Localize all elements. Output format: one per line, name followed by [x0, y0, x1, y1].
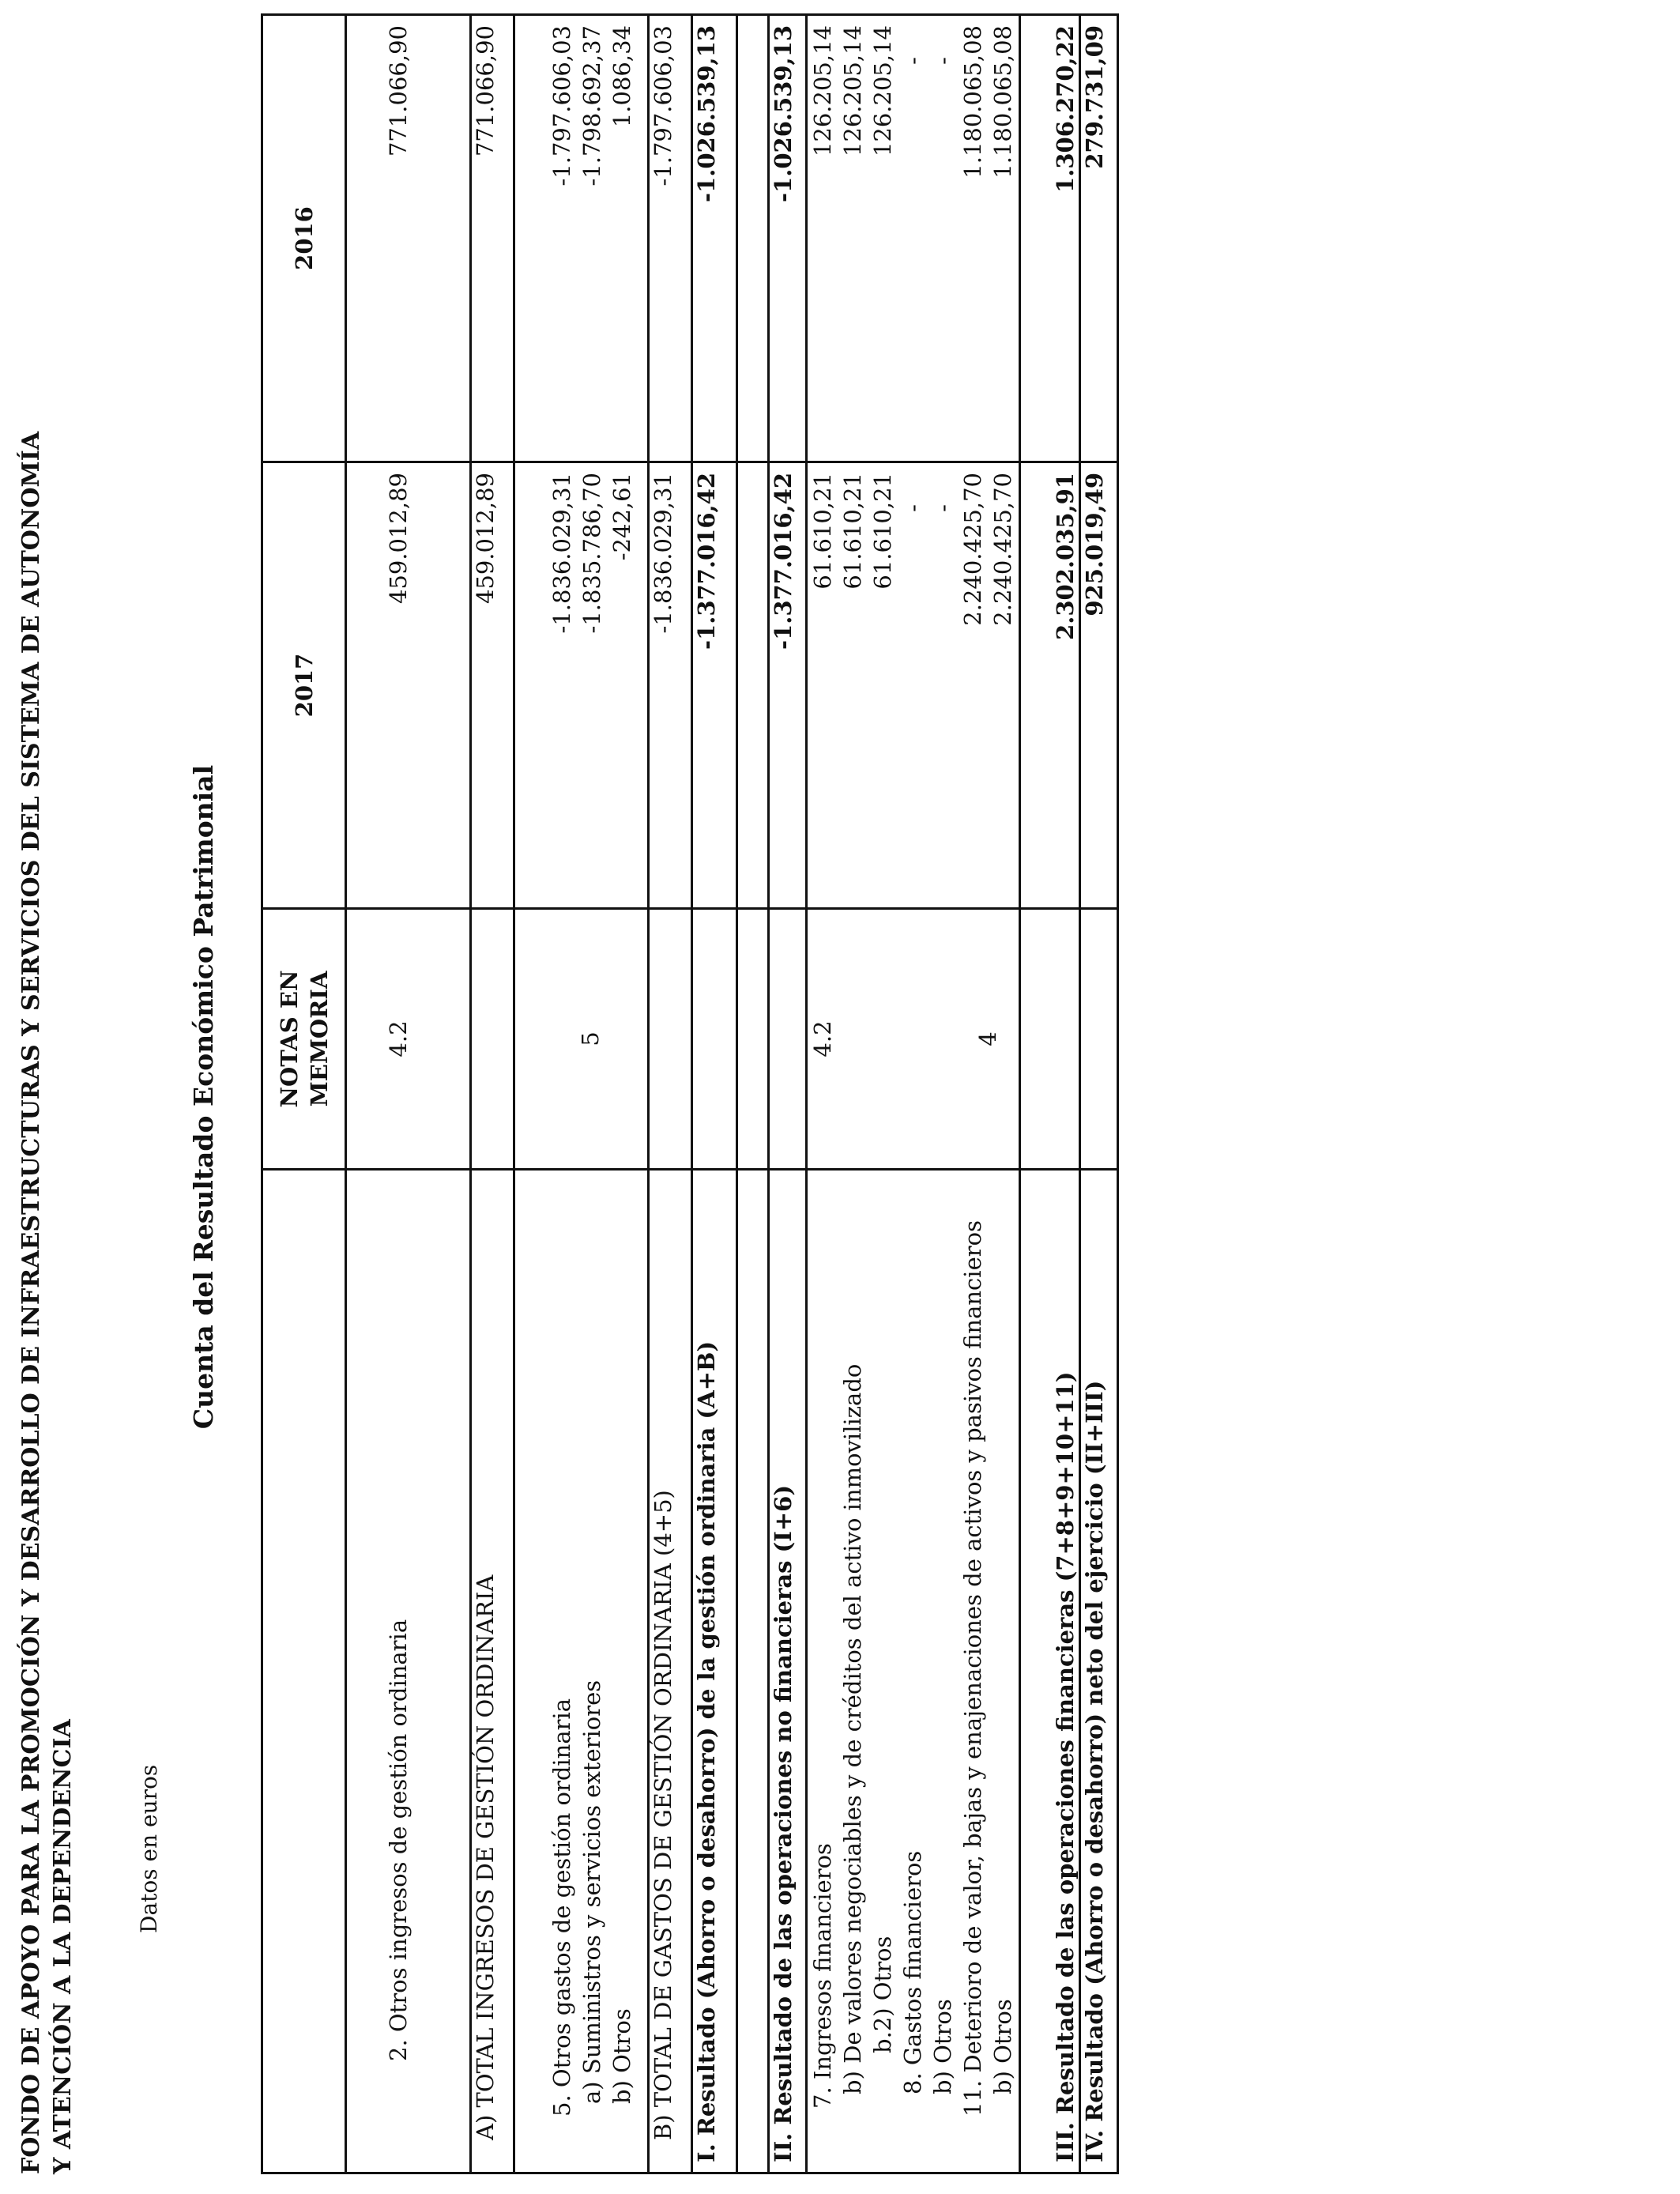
value-line: 1.180.065,08 — [989, 25, 1016, 179]
value-line: 61.610,21 — [839, 473, 866, 590]
concept-line: 5. Otros gastos de gestión ordinaria — [548, 1698, 575, 2117]
value-line: - — [899, 504, 926, 512]
concept-cell: A) TOTAL INGRESOS DE GESTIÓN ORDINARIA — [471, 1170, 514, 2173]
note-cell — [1020, 909, 1080, 1170]
concept-line: b) De valores negociables y de créditos del activo inmovilizado — [839, 1363, 866, 2094]
note-cell — [692, 909, 737, 1170]
concept-line: 7. Ingresos financieros — [809, 1843, 836, 2109]
value-2017-cell — [807, 462, 1020, 909]
note-line: 4.2 — [809, 1020, 836, 1057]
concept-cell — [514, 1170, 649, 2173]
value-2016-cell: 279.731,09 — [1080, 15, 1118, 462]
note-cell — [807, 909, 1020, 1170]
value-line: -1.835.786,70 — [578, 473, 605, 634]
entity-title-line2: Y ATENCIÓN A LA DEPENDENCIA — [49, 1719, 77, 2174]
value-2016-cell: 771.066,90 — [471, 15, 514, 462]
units-note: Datos en euros — [136, 1764, 162, 1933]
note-cell: 5 — [514, 909, 649, 1170]
header-notes-line1: NOTAS EN — [275, 970, 303, 1108]
header-notes-line2: MEMORIA — [305, 971, 333, 1107]
concept-line: 11. Deterioro de valor, bajas y enajenaciones de activos y pasivos financieros — [959, 1220, 986, 2117]
value-2017-cell: 2.302.035,91 — [1020, 462, 1080, 909]
value-line: 2.240.425,70 — [959, 473, 986, 626]
value-2016-cell: 1.306.270,22 — [1020, 15, 1080, 462]
value-line: -1.836.029,31 — [548, 473, 575, 634]
concept-line: 8. Gastos financieros — [899, 1850, 926, 2094]
value-2017-cell: -1.836.029,31 — [649, 462, 692, 909]
row-total-ordinary-income — [471, 15, 514, 2173]
value-2016-cell — [514, 15, 649, 462]
note-cell: 4.2 — [346, 909, 471, 1170]
note-cell — [1080, 909, 1118, 1170]
note-cell — [471, 909, 514, 1170]
value-line: - — [929, 504, 956, 512]
value-2017-cell: -1.377.016,42 — [692, 462, 737, 909]
statement-title: Cuenta del Resultado Económico Patrimonial — [188, 764, 219, 1430]
note-line: 4 — [974, 1031, 1001, 1046]
row-total-ordinary-expenses — [649, 15, 692, 2173]
row-result-financial-ops — [1020, 15, 1080, 2173]
row-net-result — [1080, 15, 1118, 2173]
concept-cell: B) TOTAL DE GASTOS DE GESTIÓN ORDINARIA (4+5) — [649, 1170, 692, 2173]
note-cell — [769, 909, 807, 1170]
value-line: 126.205,14 — [839, 25, 866, 157]
row-result-non-financial-ops — [769, 15, 807, 2173]
row-other-ordinary-income — [346, 15, 471, 2173]
concept-line: b) Otros — [989, 1999, 1016, 2094]
value-line: -1.798.692,37 — [578, 25, 605, 187]
row-other-ordinary-expenses — [514, 15, 649, 2173]
concept-line: a) Suministros y servicios exteriores — [578, 1679, 605, 2104]
header-2017-cell: 2017 — [262, 462, 346, 909]
economic-result-table — [261, 13, 1119, 2174]
value-line: 61.610,21 — [809, 473, 836, 590]
concept-cell: 2. Otros ingresos de gestión ordinaria — [346, 1170, 471, 2173]
value-line: -1.797.606,03 — [548, 25, 575, 187]
value-2017-cell: 459.012,89 — [346, 462, 471, 909]
concept-cell: III. Resultado de las operaciones financieras (7+8+9+10+11) — [1020, 1170, 1080, 2173]
value-line: 61.610,21 — [869, 473, 896, 590]
concept-cell: II. Resultado de las operaciones no financieras (I+6) — [769, 1170, 807, 2173]
spacer-row — [737, 15, 769, 2173]
value-line: 126.205,14 — [809, 25, 836, 157]
entity-title-line1: FONDO DE APOYO PARA LA PROMOCIÓN Y DESARROLLO DE INFRAESTRUCTURAS Y SERVICIOS DEL SISTEMA DE AUTONOMÍA — [17, 432, 45, 2174]
value-2016-cell: -1.797.606,03 — [649, 15, 692, 462]
value-2016-cell: 771.066,90 — [346, 15, 471, 462]
concept-cell — [807, 1170, 1020, 2173]
value-line: 1.086,34 — [608, 25, 635, 128]
concept-line: b) Otros — [608, 2008, 635, 2104]
concept-cell: IV. Resultado (Ahorro o desahorro) neto del ejercicio (II+III) — [1080, 1170, 1118, 2173]
header-notes-cell — [262, 909, 346, 1170]
table-header-row — [262, 15, 346, 2173]
row-result-ordinary-management — [692, 15, 737, 2173]
note-cell — [649, 909, 692, 1170]
value-2017-cell: 459.012,89 — [471, 462, 514, 909]
value-line: 126.205,14 — [869, 25, 896, 157]
value-2017-cell: 925.019,49 — [1080, 462, 1118, 909]
row-financial-items — [807, 15, 1020, 2173]
value-line: 1.180.065,08 — [959, 25, 986, 179]
value-line: - — [899, 57, 926, 65]
concept-line: b.2) Otros — [869, 1936, 896, 2053]
concept-cell: I. Resultado (Ahorro o desahorro) de la gestión ordinaria (A+B) — [692, 1170, 737, 2173]
header-2016-cell: 2016 — [262, 15, 346, 462]
value-line: 2.240.425,70 — [989, 473, 1016, 626]
header-concept-cell — [262, 1170, 346, 2173]
value-2016-cell: -1.026.539,13 — [769, 15, 807, 462]
value-2017-cell: -1.377.016,42 — [769, 462, 807, 909]
value-2016-cell — [807, 15, 1020, 462]
value-2017-cell — [514, 462, 649, 909]
value-line: - — [929, 57, 956, 65]
value-2016-cell: -1.026.539,13 — [692, 15, 737, 462]
concept-line: b) Otros — [929, 1999, 956, 2094]
value-line: -242,61 — [608, 473, 635, 561]
